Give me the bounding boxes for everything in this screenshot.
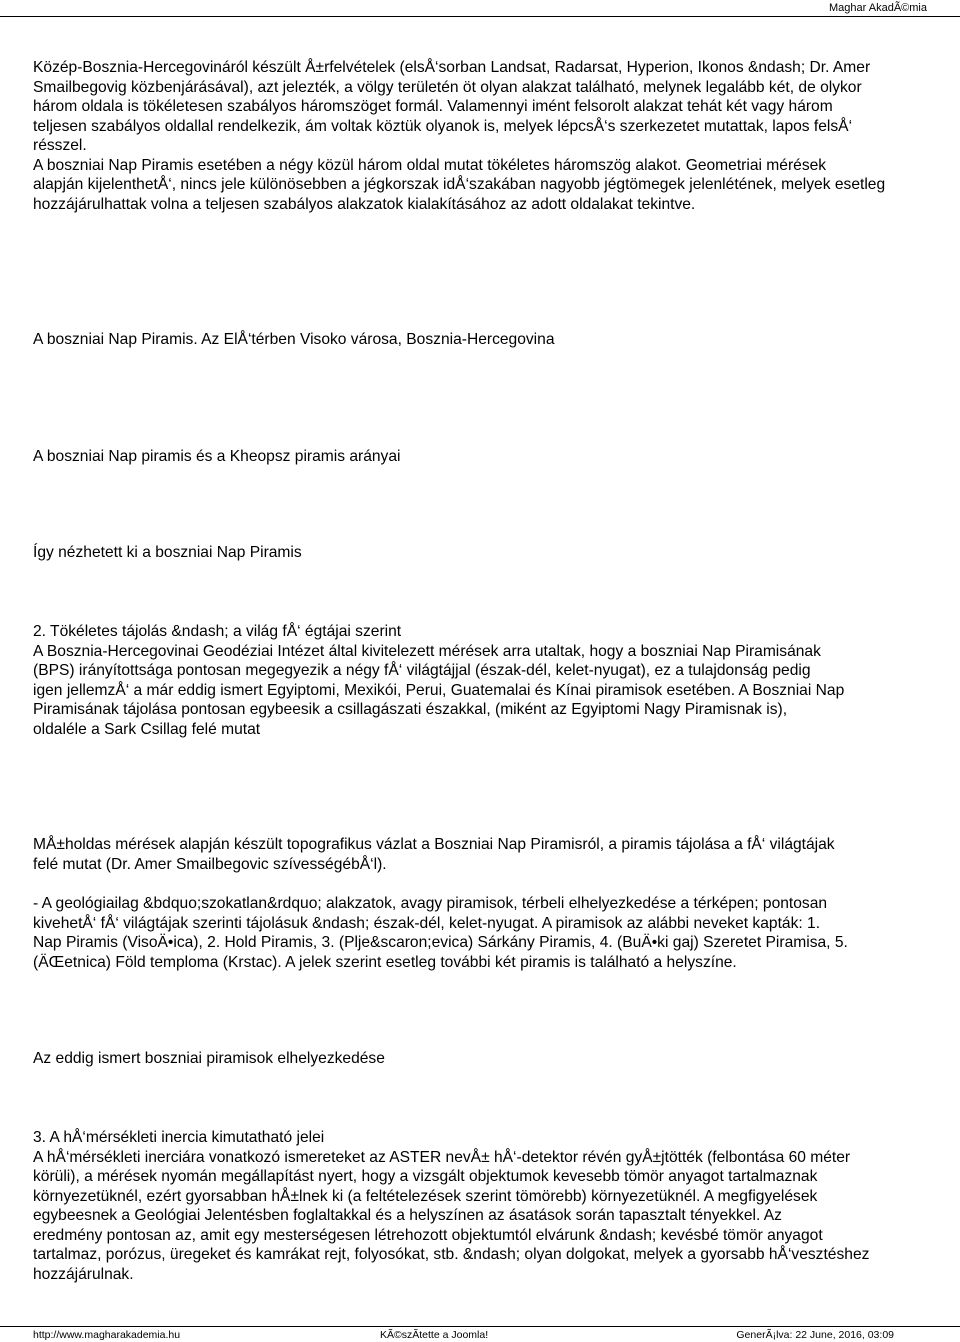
text-line: (ÄŒetnica) Föld temploma (Krstac). A jelek szerint esetleg további két piramis is található a helyszíne.: [33, 953, 737, 971]
section-heading: 2. Tökéletes tájolás &ndash; a világ fÅ‘ égtájai szerint: [33, 623, 402, 640]
text-line: alapján kijelenthetÅ‘, nincs jele különösebben a jégkorszak idÅ‘szakában nagyobb jégtömegek jelenlétének, melyek esetleg: [33, 176, 886, 193]
text-line: egybeesnek a Geológiai Jelentésben foglaltakkal és a helyszínen az ásatások során tapasztalt tényekkel. Az: [33, 1207, 782, 1224]
footer-url: http://www.magharakademia.hu: [33, 1329, 181, 1341]
text-line: teljesen szabályos oldallal rendelkezik, ám voltak köztük olyanok is, melyek lépcsÅ‘s szerkezetet mutattak, lapos felsÅ‘: [33, 117, 853, 135]
page-header: [0, 0, 960, 17]
text-line: tartalmaz, porózus, üregeket és kamrákat rejt, folyosókat, stb. &ndash; olyan dolgokat, melyek a gyorsabb hÅ‘vesztéshez: [33, 1246, 870, 1263]
section-thermal-inertia: [33, 1128, 933, 1284]
text-line: Smailbegovig közbenjárásával), azt jelezték, a völgy területén öt olyan alakzat található, melynek legalább két, de olykor: [33, 78, 862, 96]
text-line: Így nézhetett ki a boszniai Nap Piramis: [33, 544, 302, 561]
image-caption: [33, 330, 933, 350]
text-line: MÅ±holdas mérések alapján készült topografikus vázlat a Boszniai Nap Piramisról, a piramis tájolása a fÅ‘ világtájak: [33, 836, 835, 853]
text-line: Közép-Bosznia-Hercegovináról készült Å±rfelvételek (elsÅ‘sorban Landsat, Radarsat, Hyperion, Ikonos &ndash; Dr. Amer: [33, 59, 871, 76]
image-caption: [33, 1049, 933, 1069]
page-footer: [0, 1326, 960, 1342]
text-line: - A geológiailag &bdquo;szokatlan&rdquo; alakzatok, avagy piramisok, térbeli elhelyezkedése a térképen; pontosan: [33, 895, 828, 912]
text-line: (BPS) irányítottsága pontosan megegyezik a négy fÅ‘ világtájjal (észak-dél, kelet-nyugat), ez a tulajdonság pedig: [33, 662, 811, 679]
text-line: kivehetÅ‘ fÅ‘ világtájak szerinti tájolásuk &ndash; észak-dél, kelet-nyugat. A piramisok az alábbi neveket kapták: 1.: [33, 914, 821, 932]
text-line: körüli), a mérések nyomán megállapítást nyert, hogy a vizsgált objektumok kevesebb tömör anyagot tartalmaznak: [33, 1168, 818, 1185]
text-line: résszel.: [33, 137, 87, 154]
section-orientation: [33, 622, 933, 739]
text-line: hozzájárulhattak volna a teljesen szabályos alakzatok kialakításához az adott oldalakat tekintve.: [33, 195, 696, 213]
image-caption: [33, 543, 933, 563]
text-line: Nap Piramis (VisoÄ•ica), 2. Hold Piramis, 3. (Plje&scaron;evica) Sárkány Piramis, 4. (BuÄ•ki gaj) Szeretet Piramisa, 5.: [33, 934, 848, 951]
text-line: igen jellemzÅ‘ a már eddig ismert Egyiptomi, Mexikói, Perui, Guatemalai és Kínai piramisok esetében. A Boszniai Nap: [33, 681, 845, 699]
text-line: Piramisának tájolása pontosan egybeesik a csillagászati északkal, (miként az Egyiptomi Nagy Piramisnak is),: [33, 701, 788, 718]
text-line: eredmény pontosan az, amit egy mesterségesen létrehozott objektumtól elvárunk &ndash; kevésbé tömör anyagot: [33, 1226, 823, 1244]
text-line: A Bosznia-Hercegovinai Geodéziai Intézet által kivitelezett mérések arra utaltak, hogy a boszniai Nap Piramisának: [33, 642, 821, 660]
image-caption: [33, 835, 933, 874]
text-line: A boszniai Nap Piramis. Az ElÅ‘térben Visoko városa, Bosznia-Hercegovina: [33, 331, 555, 348]
text-line: A boszniai Nap Piramis esetében a négy közül három oldal mutat tökéletes háromszög alakot. Geometriai mérések: [33, 156, 827, 174]
text-line: A hÅ‘mérsékleti inerciára vonatkozó ismereteket az ASTER nevÅ± hÅ‘-detektor révén gyÅ±jtötték (felbontása 60 méter: [33, 1148, 851, 1166]
text-line: három oldala is tökéletesen szabályos háromszöget formál. Valamennyi imént felsorolt alakzat tehát két vagy három: [33, 98, 833, 115]
paragraph-pyramids-list: [33, 894, 933, 972]
paragraph-intro: [33, 58, 933, 214]
text-line: A boszniai Nap piramis és a Kheopsz piramis arányai: [33, 448, 401, 465]
image-caption: [33, 447, 933, 467]
text-line: hozzájárulnak.: [33, 1265, 134, 1283]
footer-date: GenerÃ¡lva: 22 June, 2016, 03:09: [736, 1329, 894, 1341]
text-line: környezetüknél, ezért gyorsabban hÅ±lnek ki (a feltételezések szerint tömörebb) környezetüknél. A megfigyelések: [33, 1187, 818, 1205]
text-line: oldaléle a Sark Csillag felé mutat: [33, 720, 261, 738]
footer-generator: KÃ©szÃtette a Joomla!: [380, 1329, 489, 1341]
text-line: Az eddig ismert boszniai piramisok elhelyezkedése: [33, 1050, 385, 1067]
text-line: felé mutat (Dr. Amer Smailbegovic szívességébÅ‘l).: [33, 855, 387, 873]
site-title: Maghar AkadÃ©mia: [829, 2, 927, 14]
section-heading: 3. A hÅ‘mérsékleti inercia kimutatható jelei: [33, 1129, 325, 1146]
